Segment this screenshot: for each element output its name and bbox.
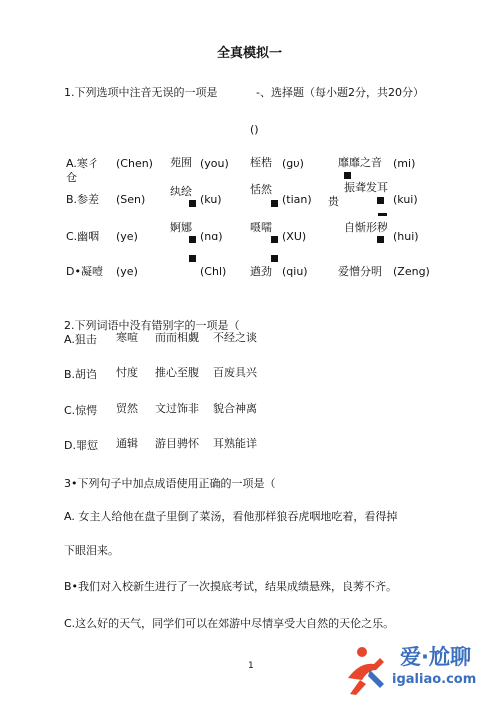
q2-c-option: C.惊愕 [64, 404, 98, 417]
q3-option-b: B•我们对入校新生进行了一次摸底考试，结果成绩悬殊，良莠不齐。 [64, 580, 398, 593]
q2-stem: 2.下列词语中没有错别字的一项是（ [64, 319, 240, 332]
q1-stem: 1.下列选项中注音无误的一项是 [64, 86, 218, 99]
q1-c-pinyin-1: (ye) [116, 230, 138, 243]
q1-c-word-2: 婀娜 [170, 221, 192, 234]
q1-b-word-3: 恬然 [250, 183, 272, 196]
q1-b-pinyin-1: (Sen) [116, 193, 146, 206]
blank-mark [378, 213, 387, 216]
q1-b-word-4-wrap: 贵 [328, 195, 339, 208]
q3-option-c: C.这么好的天气，同学们可以在郊游中尽情享受大自然的天伦之乐。 [64, 617, 395, 630]
q1-d-pinyin-3: (qiu) [282, 265, 308, 278]
q1-d-word-4: 爱憎分明 [338, 265, 382, 278]
q2-d-word-2: 通辑 [116, 437, 138, 450]
q1-c-pinyin-2: (nɑ) [200, 230, 223, 243]
q1-c-option: C.幽咽 [66, 230, 100, 243]
watermark-url: igaliao.com [392, 672, 477, 687]
blank-mark [377, 197, 384, 204]
q1-a-word-2: 苑囿 [170, 156, 192, 169]
q1-a-word-3: 桎梏 [250, 156, 272, 169]
q1-c-word-4: 自惭形秽 [344, 221, 388, 234]
q1-d-word-3: 遒劲 [250, 265, 272, 278]
q1-a-pinyin-1: (Chen) [116, 157, 153, 170]
q1-a-word-4: 靡靡之音 [338, 156, 382, 169]
blank-mark [189, 200, 196, 207]
q1-a-pinyin-2: (you) [200, 157, 229, 170]
q2-c-word-2: 贸然 [116, 402, 138, 415]
q1-section: -、选择题（每小题2分，共20分） [256, 86, 424, 99]
q2-a-word-2: 寒喧 [116, 331, 138, 344]
q2-c-word-4: 貌合神离 [213, 402, 257, 415]
blank-mark [271, 200, 278, 207]
q1-paren: () [250, 123, 259, 136]
q2-b-word-3: 推心至腹 [155, 366, 199, 379]
blank-mark [271, 255, 278, 262]
q2-d-word-3: 游目骋怀 [155, 437, 199, 450]
q3-option-a: A. 女主人给他在盘子里倒了菜汤，看他那样狼吞虎咽地吃着，看得掉 [64, 510, 398, 523]
q2-d-word-4: 耳熟能详 [213, 437, 257, 450]
q1-d-option: D•凝噎 [66, 265, 103, 278]
q1-b-option: B.参差 [66, 193, 100, 206]
q1-c-word-3: 嗫嚅 [250, 221, 272, 234]
q1-c-pinyin-4: (hui) [393, 230, 419, 243]
q1-b-pinyin-4: (kui) [393, 193, 418, 206]
blank-mark [271, 236, 278, 243]
q1-d-pinyin-2: (Chl) [200, 265, 227, 278]
q1-d-pinyin-4: (Zeng) [393, 265, 430, 278]
page-number: 1 [248, 661, 254, 671]
blank-mark [377, 236, 384, 243]
q3-stem: 3•下列句子中加点成语使用正确的一项是（ [64, 477, 276, 490]
q1-a-option: A.寒彳 [66, 157, 99, 170]
q1-a-pinyin-4: (mi) [393, 157, 416, 170]
q2-b-word-2: 忖度 [116, 366, 138, 379]
q1-a-pinyin-3: (gυ) [282, 157, 304, 170]
q2-b-option: B.胡诌 [64, 368, 98, 381]
blank-mark [189, 236, 196, 243]
blank-mark [344, 172, 351, 179]
q2-a-word-4: 不经之谈 [213, 331, 257, 344]
blank-mark [189, 255, 196, 262]
q1-b-word-2: 纨绘 [170, 185, 192, 198]
q2-d-option: D.罪愆 [64, 439, 98, 452]
q1-b-pinyin-3: (tian) [282, 193, 312, 206]
q2-a-word-3: 而而相觑 [155, 331, 199, 344]
q1-a-option-wrap: 仓 [66, 171, 77, 184]
q1-b-pinyin-2: (ku) [200, 193, 222, 206]
q2-b-word-4: 百废具兴 [213, 366, 257, 379]
q2-c-word-3: 文过饰非 [155, 402, 199, 415]
q1-b-word-4: 振聋发耳 [344, 181, 388, 194]
q2-a-option: A.狙击 [64, 333, 97, 346]
q1-d-pinyin-1: (ye) [116, 265, 138, 278]
watermark-text: 爱·尬聊 [400, 645, 471, 669]
page-title: 全真模拟一 [217, 46, 283, 61]
q1-c-pinyin-3: (XU) [282, 230, 307, 243]
q3-option-a-wrap: 下眼泪来。 [64, 544, 119, 557]
